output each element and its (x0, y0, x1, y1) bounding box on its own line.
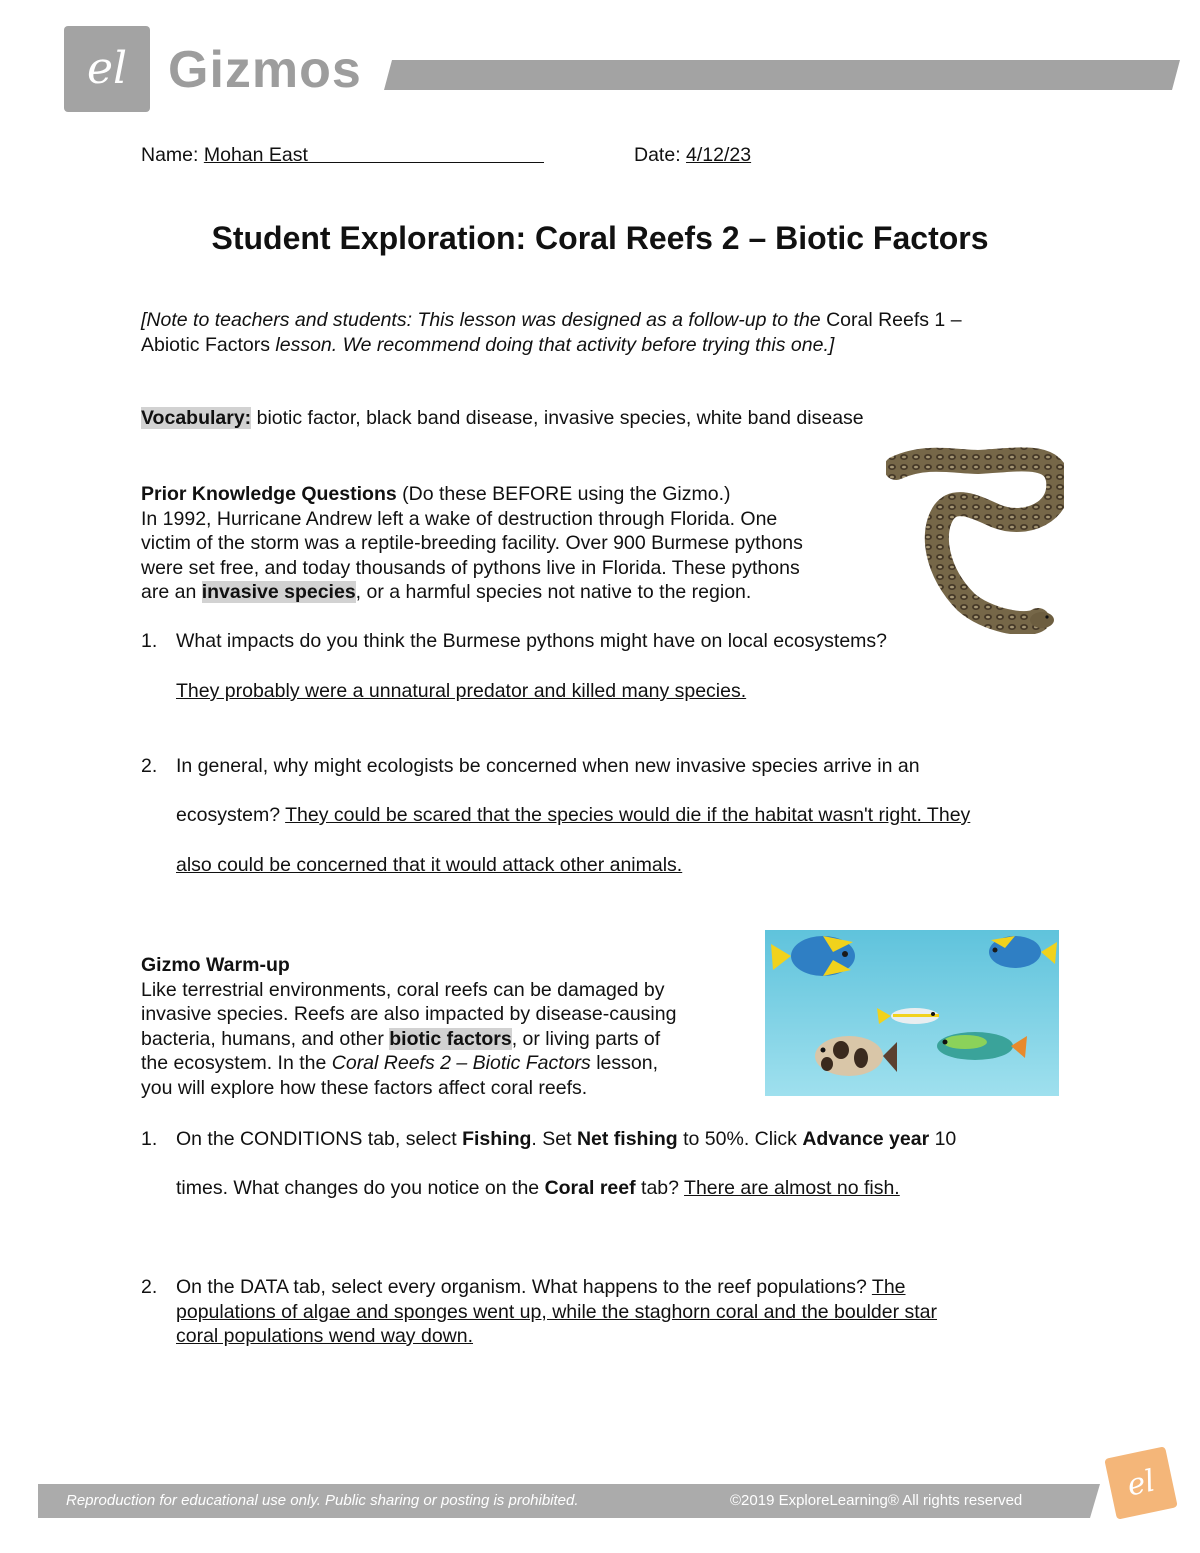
prior-paragraph-line: In 1992, Hurricane Andrew left a wake of destruction through Florida. One (141, 507, 778, 530)
warmup-q1-text: to 50%. Click (677, 1128, 803, 1150)
date-field (634, 143, 751, 168)
date-label: Date: (634, 144, 687, 166)
teacher-note (141, 308, 962, 357)
coral-reef-fish-image (765, 930, 1059, 1096)
term-fishing: Fishing (462, 1128, 532, 1150)
vocabulary (141, 406, 864, 431)
question-number: 1. (141, 1128, 158, 1150)
warmup-answer-2-cont[interactable]: populations of algae and sponges went up, while the staghorn coral and the boulder star (176, 1300, 938, 1323)
warmup-paragraph-line: you will explore how these factors affect coral reefs. (141, 1076, 588, 1099)
footer-disclaimer: Reproduction for educational use only. Public sharing or posting is prohibited. (66, 1492, 579, 1509)
page-title: Student Exploration: Coral Reefs 2 – Biotic Factors (211, 220, 989, 256)
warmup-paragraph-text: bacteria, humans, and other (141, 1027, 390, 1050)
warmup-heading: Gizmo Warm-up (141, 954, 290, 976)
warmup-section (141, 953, 676, 1100)
prior-knowledge-section (141, 482, 803, 605)
question-number: 2. (141, 1276, 158, 1298)
warmup-q1-text: tab? (635, 1177, 685, 1199)
note-text-2: lesson. We recommend doing that activity before trying this one.] (269, 333, 835, 356)
term-invasive-species: invasive species (201, 581, 356, 603)
prior-question-2: In general, why might ecologists be concerned when new invasive species arrive in an (176, 755, 920, 777)
term-net-fishing: Net fishing (576, 1128, 678, 1150)
prior-answer-2-cont[interactable]: also could be concerned that it would attack other animals. (176, 854, 683, 876)
prior-paragraph-text: , or a harmful species not native to the region. (355, 581, 752, 603)
name-blank (304, 143, 544, 163)
note-lesson-ref-2: Abiotic Factors (141, 333, 270, 356)
brand-name: Gizmos (168, 41, 362, 99)
prior-question-2-text: ecosystem? (176, 804, 286, 826)
term-biotic-factors: biotic factors (389, 1027, 512, 1050)
prior-paragraph-line: victim of the storm was a reptile-breeding facility. Over 900 Burmese pythons (141, 532, 803, 554)
date-value[interactable]: 4/12/23 (686, 144, 752, 166)
warmup-q1-text: times. What changes do you notice on the (176, 1177, 545, 1199)
burmese-python-image (886, 432, 1064, 634)
prior-paragraph-text: are an (141, 581, 202, 603)
header-bar (384, 60, 1180, 90)
warmup-answer-1[interactable]: There are almost no fish. (684, 1177, 900, 1199)
prior-question-2-cont (176, 803, 970, 828)
warmup-answer-2[interactable]: The (871, 1276, 906, 1298)
term-coral-reef-tab: Coral reef (544, 1177, 636, 1199)
warmup-paragraph-line: Like terrestrial environments, coral reefs can be damaged by (141, 978, 665, 1001)
warmup-q2-text: On the DATA tab, select every organism. What happens to the reef populations? (176, 1276, 872, 1298)
prior-answer-1[interactable]: They probably were a unnatural predator and killed many species. (176, 680, 747, 702)
note-lesson-ref: Coral Reefs 1 – (826, 309, 962, 331)
warmup-question-1-cont (176, 1176, 900, 1201)
warmup-paragraph-text: the ecosystem. In the (141, 1052, 332, 1074)
note-text: [Note to teachers and students: This lesson was designed as a follow-up to the (141, 309, 827, 331)
question-number: 2. (141, 755, 158, 777)
warmup-paragraph-text: lesson, (590, 1052, 658, 1074)
explorelearning-badge-icon: el (1104, 1446, 1178, 1520)
warmup-paragraph-text: , or living parts of (511, 1027, 661, 1050)
term-advance-year: Advance year (802, 1128, 930, 1150)
name-value[interactable]: Mohan East (203, 144, 308, 166)
warmup-q1-text: On the CONDITIONS tab, select (176, 1128, 463, 1150)
warmup-question-1 (176, 1127, 956, 1152)
warmup-answer-2-cont[interactable]: coral populations wend way down. (176, 1325, 474, 1347)
warmup-paragraph-line: invasive species. Reefs are also impacted by disease-causing (141, 1003, 677, 1025)
name-label: Name: (141, 144, 204, 166)
vocabulary-label: Vocabulary: (141, 407, 252, 429)
prior-knowledge-heading: Prior Knowledge Questions (141, 483, 397, 505)
prior-answer-2[interactable]: They could be scared that the species would die if the habitat wasn't right. They (285, 804, 971, 826)
name-field (141, 143, 544, 168)
warmup-lesson-title: Coral Reefs 2 – Biotic Factors (331, 1052, 591, 1074)
prior-paragraph-line: were set free, and today thousands of pythons live in Florida. These pythons (141, 556, 800, 579)
question-number: 1. (141, 630, 158, 652)
explorelearning-el-logo-icon: el (86, 43, 128, 94)
footer-copyright: ©2019 ExploreLearning® All rights reserved (730, 1492, 1023, 1509)
prior-knowledge-heading-note: (Do these BEFORE using the Gizmo.) (396, 483, 731, 505)
warmup-question-2 (176, 1275, 937, 1349)
warmup-q1-text: 10 (929, 1128, 957, 1150)
prior-question-1: What impacts do you think the Burmese pythons might have on local ecosystems? (176, 630, 888, 652)
vocabulary-terms: biotic factor, black band disease, invasive species, white band disease (251, 407, 864, 429)
warmup-q1-text: . Set (531, 1128, 577, 1150)
